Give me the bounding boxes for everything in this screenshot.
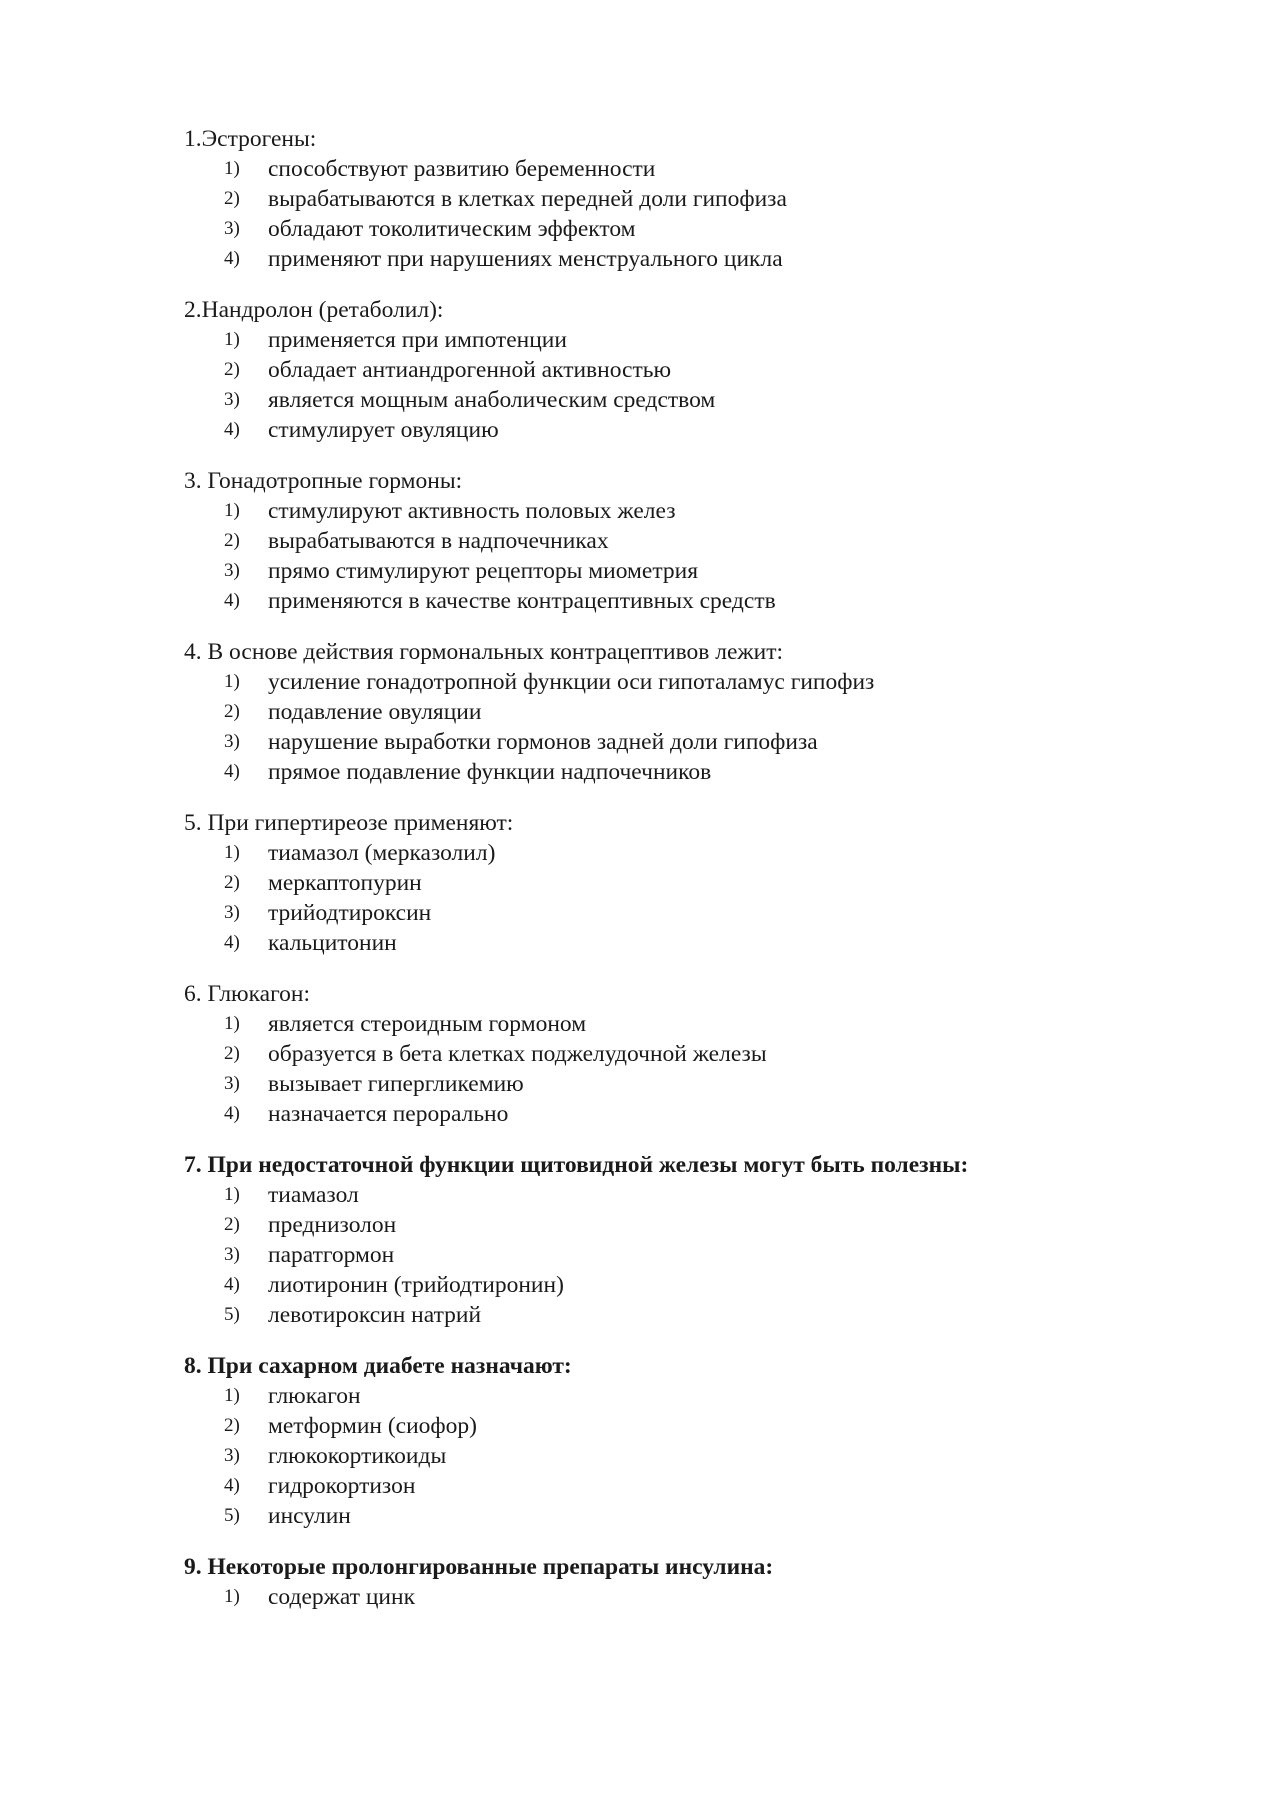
option-number: 3) — [224, 1244, 240, 1265]
option-number: 1) — [224, 329, 240, 350]
option-text: вызывает гипергликемию — [268, 1071, 524, 1097]
answer-option — [184, 1300, 1084, 1330]
option-number: 2) — [224, 530, 240, 551]
option-text: обладает антиандрогенной активностью — [268, 357, 672, 383]
option-text: способствуют развитию беременности — [268, 156, 656, 182]
option-number: 1) — [224, 1385, 240, 1406]
answer-option — [184, 1270, 1084, 1300]
option-number: 5) — [224, 1505, 240, 1526]
answer-option — [184, 1180, 1084, 1210]
option-number: 4) — [224, 1274, 240, 1295]
answer-option — [184, 667, 1084, 697]
option-number: 3) — [224, 731, 240, 752]
answer-option — [184, 154, 1084, 184]
question-block — [184, 1552, 1084, 1612]
option-number: 4) — [224, 590, 240, 611]
question-block — [184, 1351, 1084, 1531]
option-text: глюкокортикоиды — [268, 1443, 447, 1469]
answer-option — [184, 928, 1084, 958]
option-number: 2) — [224, 1043, 240, 1064]
answer-option — [184, 355, 1084, 385]
option-number: 3) — [224, 389, 240, 410]
answer-option — [184, 1009, 1084, 1039]
answer-option — [184, 757, 1084, 787]
option-number: 2) — [224, 359, 240, 380]
option-text: вырабатываются в клетках передней доли гипофиза — [268, 186, 787, 212]
answer-option — [184, 385, 1084, 415]
answer-option — [184, 868, 1084, 898]
answer-option — [184, 1381, 1084, 1411]
option-text: образуется в бета клетках поджелудочной железы — [268, 1041, 767, 1067]
option-text: является стероидным гормоном — [268, 1011, 587, 1037]
answer-option — [184, 214, 1084, 244]
question-title: 4. В основе действия гормональных контрацептивов лежит: — [184, 639, 784, 665]
question-list — [184, 124, 1084, 1633]
option-number: 2) — [224, 1214, 240, 1235]
option-number: 4) — [224, 248, 240, 269]
option-number: 1) — [224, 158, 240, 179]
question-block — [184, 1150, 1084, 1330]
option-number: 2) — [224, 188, 240, 209]
question-block — [184, 466, 1084, 616]
option-text: усиление гонадотропной функции оси гипоталамус гипофиз — [268, 669, 875, 695]
answer-option — [184, 325, 1084, 355]
answer-option — [184, 1210, 1084, 1240]
question-title: 2.Нандролон (ретаболил): — [184, 297, 444, 323]
option-text: прямо стимулируют рецепторы миометрия — [268, 558, 699, 584]
answer-option — [184, 838, 1084, 868]
option-text: обладают токолитическим эффектом — [268, 216, 636, 242]
option-text: трийодтироксин — [268, 900, 432, 926]
option-number: 4) — [224, 932, 240, 953]
option-text: лиотиронин (трийодтиронин) — [268, 1272, 564, 1298]
answer-option — [184, 1411, 1084, 1441]
answer-option — [184, 1099, 1084, 1129]
question-title: 9. Некоторые пролонгированные препараты инсулина: — [184, 1554, 774, 1580]
answer-option — [184, 496, 1084, 526]
option-text: нарушение выработки гормонов задней доли гипофиза — [268, 729, 818, 755]
option-number: 4) — [224, 761, 240, 782]
option-number: 3) — [224, 218, 240, 239]
question-block — [184, 808, 1084, 958]
answer-option — [184, 697, 1084, 727]
option-text: назначается перорально — [268, 1101, 509, 1127]
option-text: применяют при нарушениях менструального цикла — [268, 246, 783, 272]
option-text: тиамазол (мерказолил) — [268, 840, 496, 866]
option-text: преднизолон — [268, 1212, 397, 1238]
option-text: кальцитонин — [268, 930, 397, 956]
option-number: 1) — [224, 1184, 240, 1205]
answer-option — [184, 556, 1084, 586]
option-text: прямое подавление функции надпочечников — [268, 759, 712, 785]
option-number: 1) — [224, 1586, 240, 1607]
option-text: глюкагон — [268, 1383, 361, 1409]
option-text: является мощным анаболическим средством — [268, 387, 716, 413]
question-title: 8. При сахарном диабете назначают: — [184, 1353, 572, 1379]
question-block — [184, 295, 1084, 445]
question-title: 7. При недостаточной функции щитовидной железы могут быть полезны: — [184, 1152, 969, 1178]
option-number: 4) — [224, 419, 240, 440]
answer-option — [184, 184, 1084, 214]
option-number: 2) — [224, 701, 240, 722]
option-text: применяется при импотенции — [268, 327, 567, 353]
option-text: применяются в качестве контрацептивных средств — [268, 588, 776, 614]
answer-option — [184, 898, 1084, 928]
answer-option — [184, 1582, 1084, 1612]
option-number: 3) — [224, 560, 240, 581]
answer-option — [184, 415, 1084, 445]
option-text: меркаптопурин — [268, 870, 422, 896]
answer-option — [184, 1039, 1084, 1069]
question-block — [184, 124, 1084, 274]
question-title: 6. Глюкагон: — [184, 981, 311, 1007]
option-text: содержат цинк — [268, 1584, 415, 1610]
option-number: 4) — [224, 1103, 240, 1124]
answer-option — [184, 1471, 1084, 1501]
answer-option — [184, 1441, 1084, 1471]
option-number: 3) — [224, 1073, 240, 1094]
option-number: 1) — [224, 1013, 240, 1034]
option-number: 2) — [224, 872, 240, 893]
answer-option — [184, 526, 1084, 556]
option-text: инсулин — [268, 1503, 351, 1529]
question-title: 3. Гонадотропные гормоны: — [184, 468, 463, 494]
option-text: метформин (сиофор) — [268, 1413, 477, 1439]
option-text: подавление овуляции — [268, 699, 482, 725]
option-text: левотироксин натрий — [268, 1302, 482, 1328]
question-title: 5. При гипертиреозе применяют: — [184, 810, 514, 836]
option-number: 5) — [224, 1304, 240, 1325]
option-text: гидрокортизон — [268, 1473, 416, 1499]
option-text: паратгормон — [268, 1242, 395, 1268]
option-number: 1) — [224, 500, 240, 521]
option-number: 2) — [224, 1415, 240, 1436]
answer-option — [184, 586, 1084, 616]
option-number: 1) — [224, 842, 240, 863]
option-number: 3) — [224, 902, 240, 923]
option-number: 3) — [224, 1445, 240, 1466]
answer-option — [184, 1240, 1084, 1270]
answer-option — [184, 1069, 1084, 1099]
option-text: стимулирует овуляцию — [268, 417, 499, 443]
option-number: 4) — [224, 1475, 240, 1496]
question-title: 1.Эстрогены: — [184, 126, 317, 152]
option-number: 1) — [224, 671, 240, 692]
option-text: тиамазол — [268, 1182, 359, 1208]
answer-option — [184, 727, 1084, 757]
question-block — [184, 637, 1084, 787]
option-text: вырабатываются в надпочечниках — [268, 528, 609, 554]
question-block — [184, 979, 1084, 1129]
answer-option — [184, 244, 1084, 274]
answer-option — [184, 1501, 1084, 1531]
option-text: стимулируют активность половых желез — [268, 498, 676, 524]
